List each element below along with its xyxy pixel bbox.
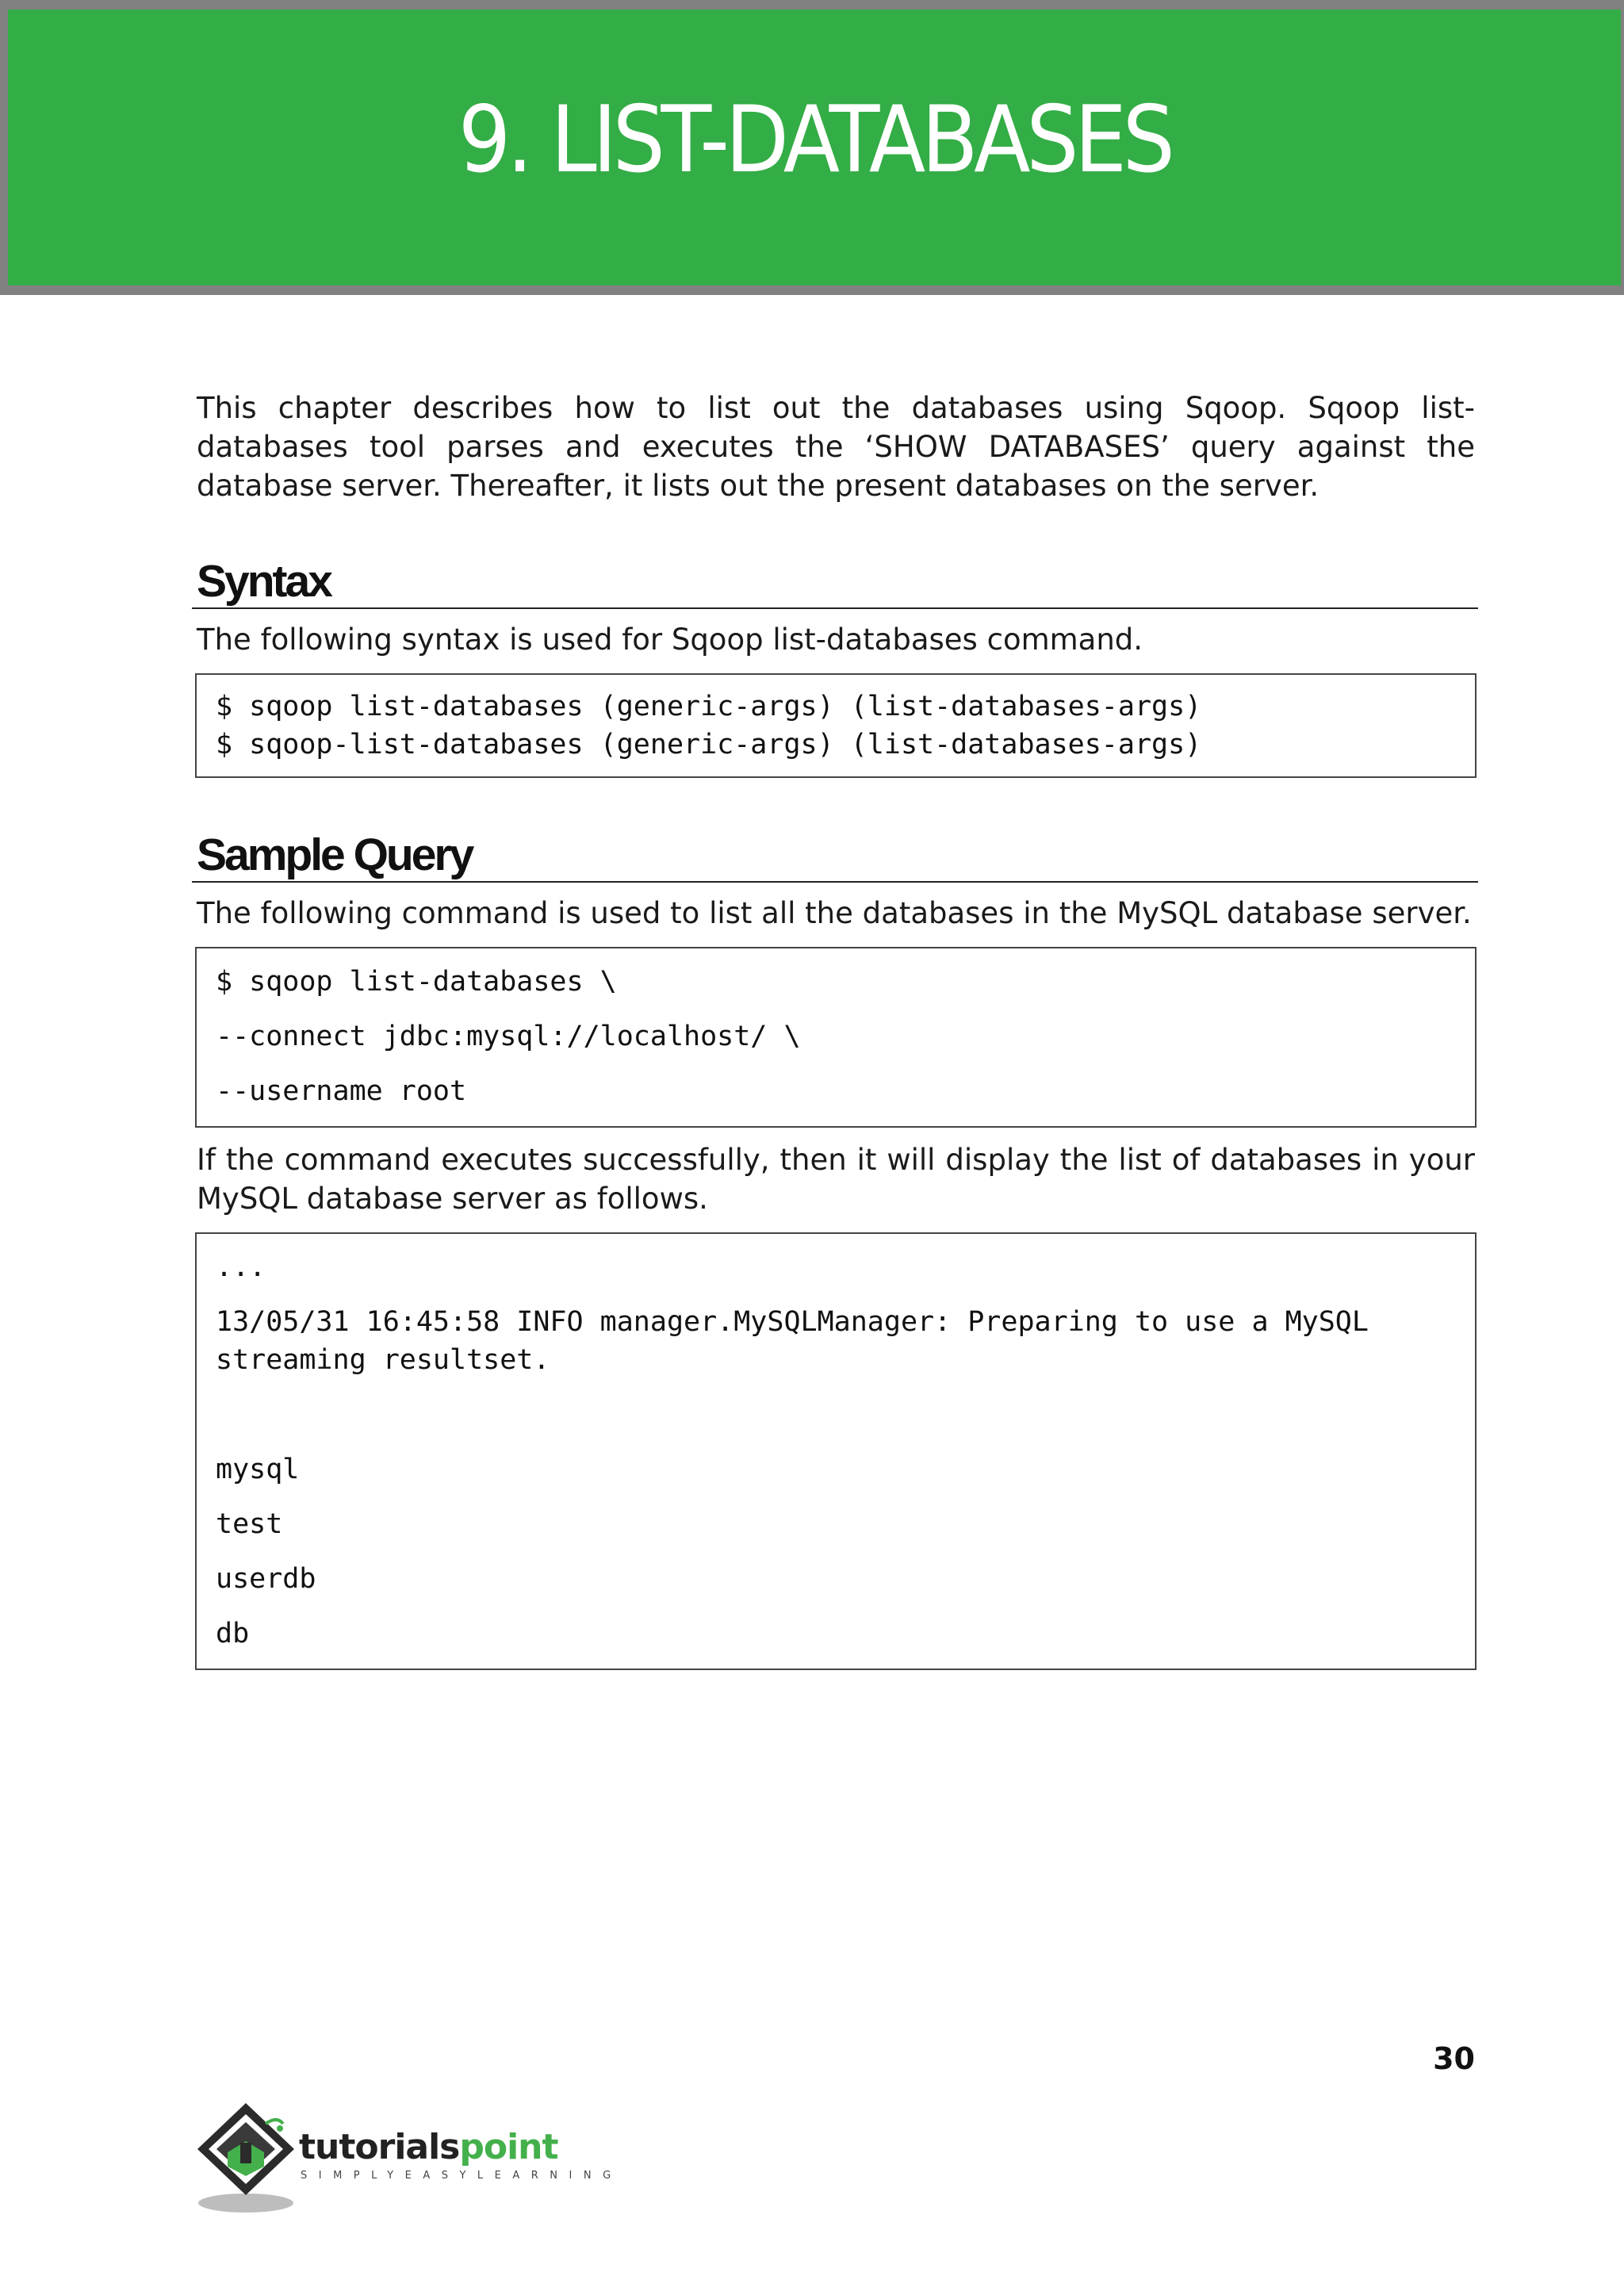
chapter-banner [0,0,1624,295]
logo-mark-icon [194,2100,305,2219]
sample-query-heading: Sample Query [197,829,473,880]
sample-query-code-block [195,947,1477,1128]
output-line: streaming resultset. [216,1344,550,1376]
output-line: 13/05/31 16:45:58 INFO manager.MySQLManager: Preparing to use a MySQL [216,1306,1369,1338]
page-content [197,389,1475,1670]
intro-line: databases tool parses and executes the ‘SHOW DATABASES’ query against the [197,430,1475,464]
logo-wordmark [299,2127,558,2167]
logo-tagline: SIMPLYEASYLEARNING [301,2170,622,2182]
intro-line: database server. Thereafter, it lists out the present databases on the server. [197,469,1320,503]
code-line: --connect jdbc:mysql://localhost/ \ [216,1021,801,1052]
syntax-code-block [195,673,1477,778]
output-line: mysql [216,1454,300,1485]
sample-query-description: The following command is used to list all the databases in the MySQL database server. [197,896,1472,930]
result-intro-line: MySQL database server as follows. [197,1182,708,1216]
result-intro-line: If the command executes successfully, then it will display the list of databases in your [197,1143,1475,1177]
logo-word-tutorials: tutorials [299,2127,460,2167]
output-line: test [216,1508,283,1540]
tutorialspoint-logo [194,2100,622,2219]
output-code-block [195,1232,1477,1670]
syntax-description: The following syntax is used for Sqoop list-databases command. [197,623,1143,657]
output-line: db [216,1618,250,1649]
chapter-title: 9. LIST-DATABASES [458,86,1171,193]
syntax-heading: Syntax [197,556,331,607]
logo-word-point: point [459,2127,558,2167]
output-line: userdb [216,1563,316,1595]
code-line: $ sqoop list-databases (generic-args) (list-databases-args) [216,691,1202,722]
intro-paragraph [197,389,1475,505]
code-line: --username root [216,1075,467,1107]
code-line: $ sqoop-list-databases (generic-args) (list-databases-args) [216,729,1202,761]
intro-line: This chapter describes how to list out the databases using Sqoop. Sqoop list- [197,391,1475,425]
chapter-banner-fill [8,10,1621,285]
page-number: 30 [1433,2041,1475,2076]
output-line: ... [216,1251,266,1283]
code-line: $ sqoop list-databases \ [216,966,617,998]
